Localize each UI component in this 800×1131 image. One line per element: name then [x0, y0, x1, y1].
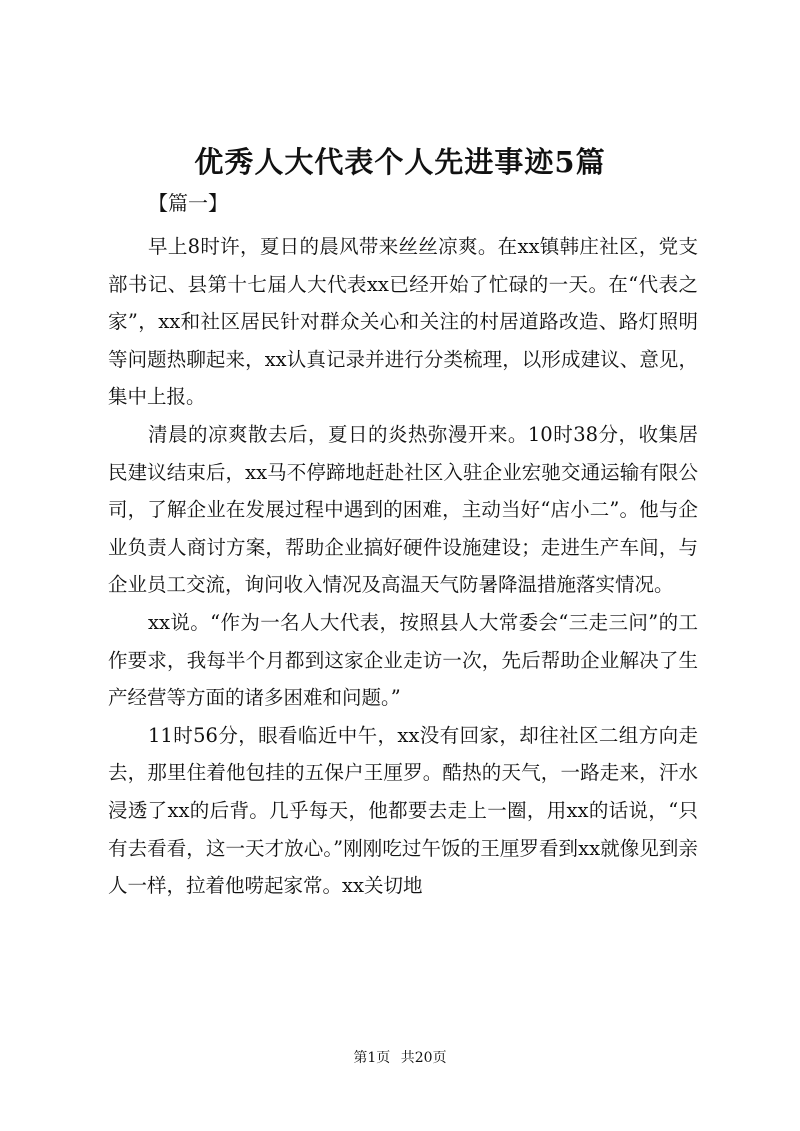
document-title: 优秀人大代表个人先进事迹5篇 [194, 145, 606, 179]
paragraph-4: 11时56分，眼看临近中午，xx没有回家，却往社区二组方向走去，那里住着他包挂的五保户王厘罗。酷热的天气，一路走来，汗水浸透了xx的后背。几乎每天，他都要去走上一圈，用xx的话说，“只有去看看，这一天才放心。”刚刚吃过午饭的王厘罗看到xx就像见到亲人一样，拉着他唠起家常。xx关切地 [108, 723, 698, 898]
page-footer [0, 1048, 800, 1068]
section-heading: 【篇一】 [148, 191, 228, 215]
paragraph-1: 早上8时许，夏日的晨风带来丝丝凉爽。在xx镇韩庄社区，党支部书记、县第十七届人大代表xx已经开始了忙碌的一天。在“代表之家”，xx和社区居民针对群众关心和关注的村居道路改造、路灯照明等问题热聊起来，xx认真记录并进行分类梳理，以形成建议、意见，集中上报。 [108, 235, 698, 409]
document-body [108, 228, 698, 905]
page-number: 第1页 [353, 1050, 391, 1066]
paragraph-2: 清晨的凉爽散去后，夏日的炎热弥漫开来。10时38分，收集居民建议结束后，xx马不停蹄地赶赴社区入驻企业宏驰交通运输有限公司，了解企业在发展过程中遇到的困难，主动当好“店小二”。他与企业负责人商讨方案，帮助企业搞好硬件设施建设；走进生产车间，与企业员工交流，询问收入情况及高温天气防暑降温措施落实情况。 [108, 422, 698, 597]
page-total: 共20页 [400, 1050, 447, 1066]
paragraph-3: xx说。“作为一名人大代表，按照县人大常委会“三走三问”的工作要求，我每半个月都到这家企业走访一次，先后帮助企业解决了生产经营等方面的诸多困难和问题。” [108, 610, 698, 710]
